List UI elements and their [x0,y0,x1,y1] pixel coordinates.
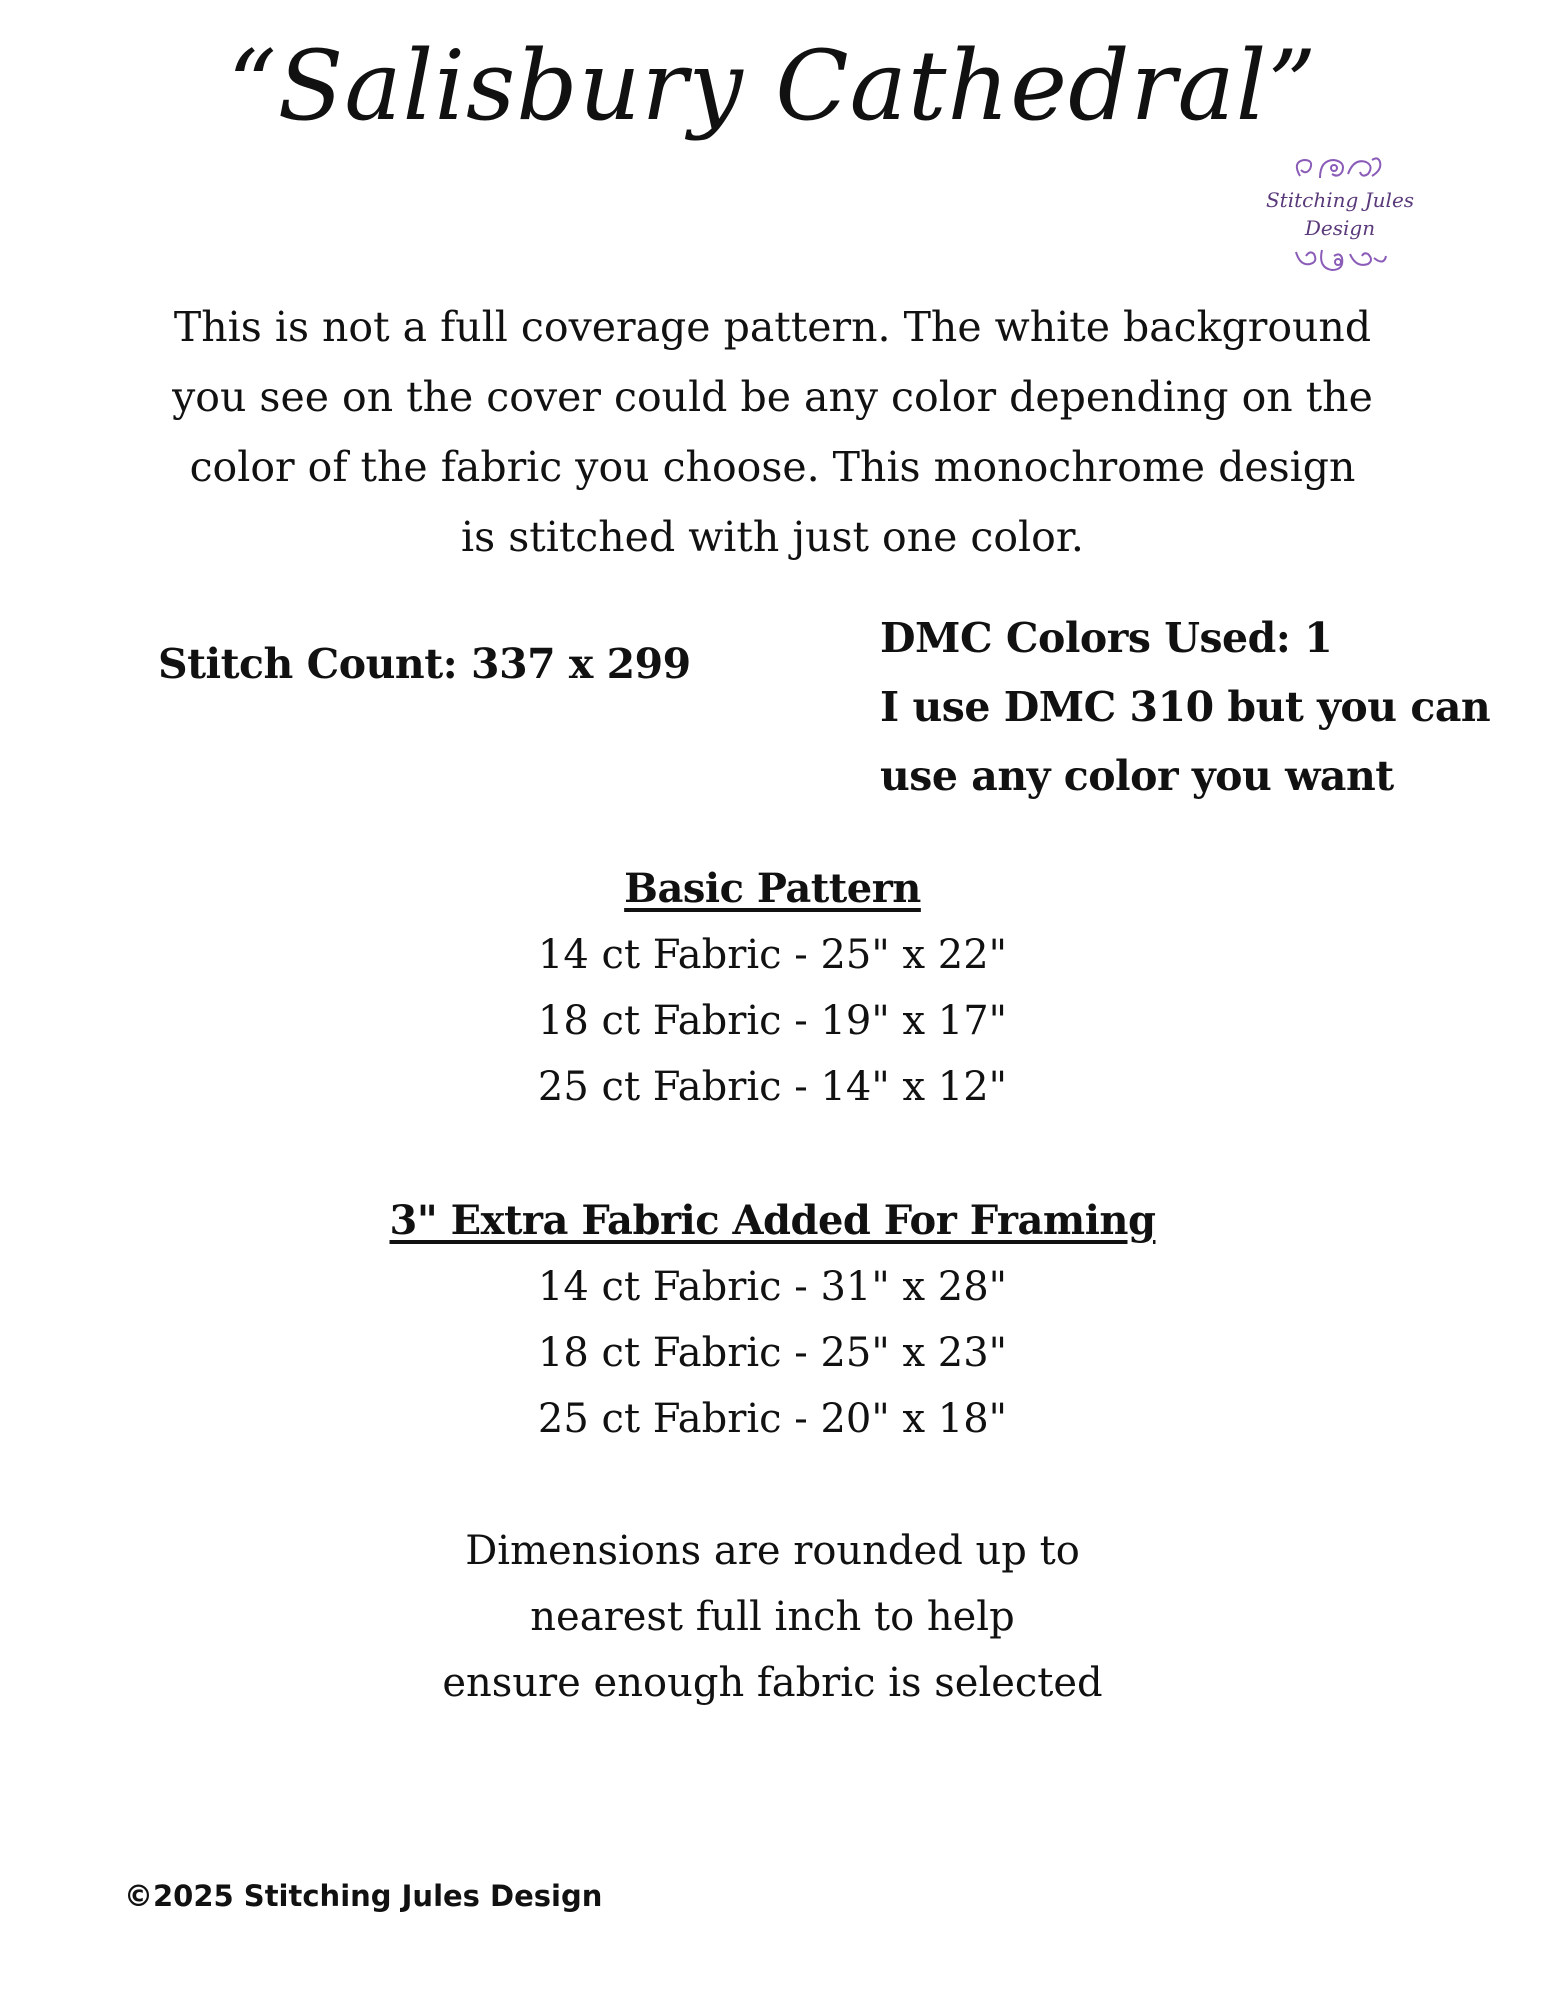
fabric-size-row: 14 ct Fabric - 31" x 28" [537,1264,1008,1310]
dmc-colors-info [880,604,1490,811]
stitch-count: Stitch Count: 337 x 299 [158,640,691,688]
basic-pattern-heading: Basic Pattern [624,865,921,912]
intro-line: you see on the cover could be any color depending on the [172,373,1373,421]
note-line: Dimensions are rounded up to [465,1528,1080,1574]
intro-line: color of the fabric you choose. This monochrome design [189,443,1356,491]
note-line: nearest full inch to help [530,1594,1015,1640]
fabric-size-row: 18 ct Fabric - 25" x 23" [537,1330,1008,1376]
intro-line: This is not a full coverage pattern. The white background [173,303,1372,351]
fabric-size-row: 25 ct Fabric - 14" x 12" [537,1064,1008,1110]
dimensions-note [0,1518,1545,1716]
basic-pattern-section [0,856,1545,1120]
intro-paragraph [150,292,1395,572]
extra-fabric-heading: 3" Extra Fabric Added For Framing [389,1197,1156,1244]
dmc-line: use any color you want [880,752,1394,800]
extra-fabric-section [0,1188,1545,1452]
swirl-ornament-icon [1230,242,1450,278]
page-title: “Salisbury Cathedral” [227,30,1318,142]
dmc-line: I use DMC 310 but you can [880,683,1491,731]
fabric-size-row: 25 ct Fabric - 20" x 18" [537,1396,1008,1442]
copyright-footer: ©2025 Stitching Jules Design [124,1879,603,1913]
brand-logo [1230,150,1450,270]
swirl-ornament-icon [1230,150,1450,186]
intro-line: is stitched with just one color. [461,513,1084,561]
dmc-line: DMC Colors Used: 1 [880,614,1333,662]
fabric-size-row: 14 ct Fabric - 25" x 22" [537,932,1008,978]
logo-text: Stitching Jules Design [1265,188,1415,240]
note-line: ensure enough fabric is selected [442,1660,1103,1706]
fabric-size-row: 18 ct Fabric - 19" x 17" [537,998,1008,1044]
